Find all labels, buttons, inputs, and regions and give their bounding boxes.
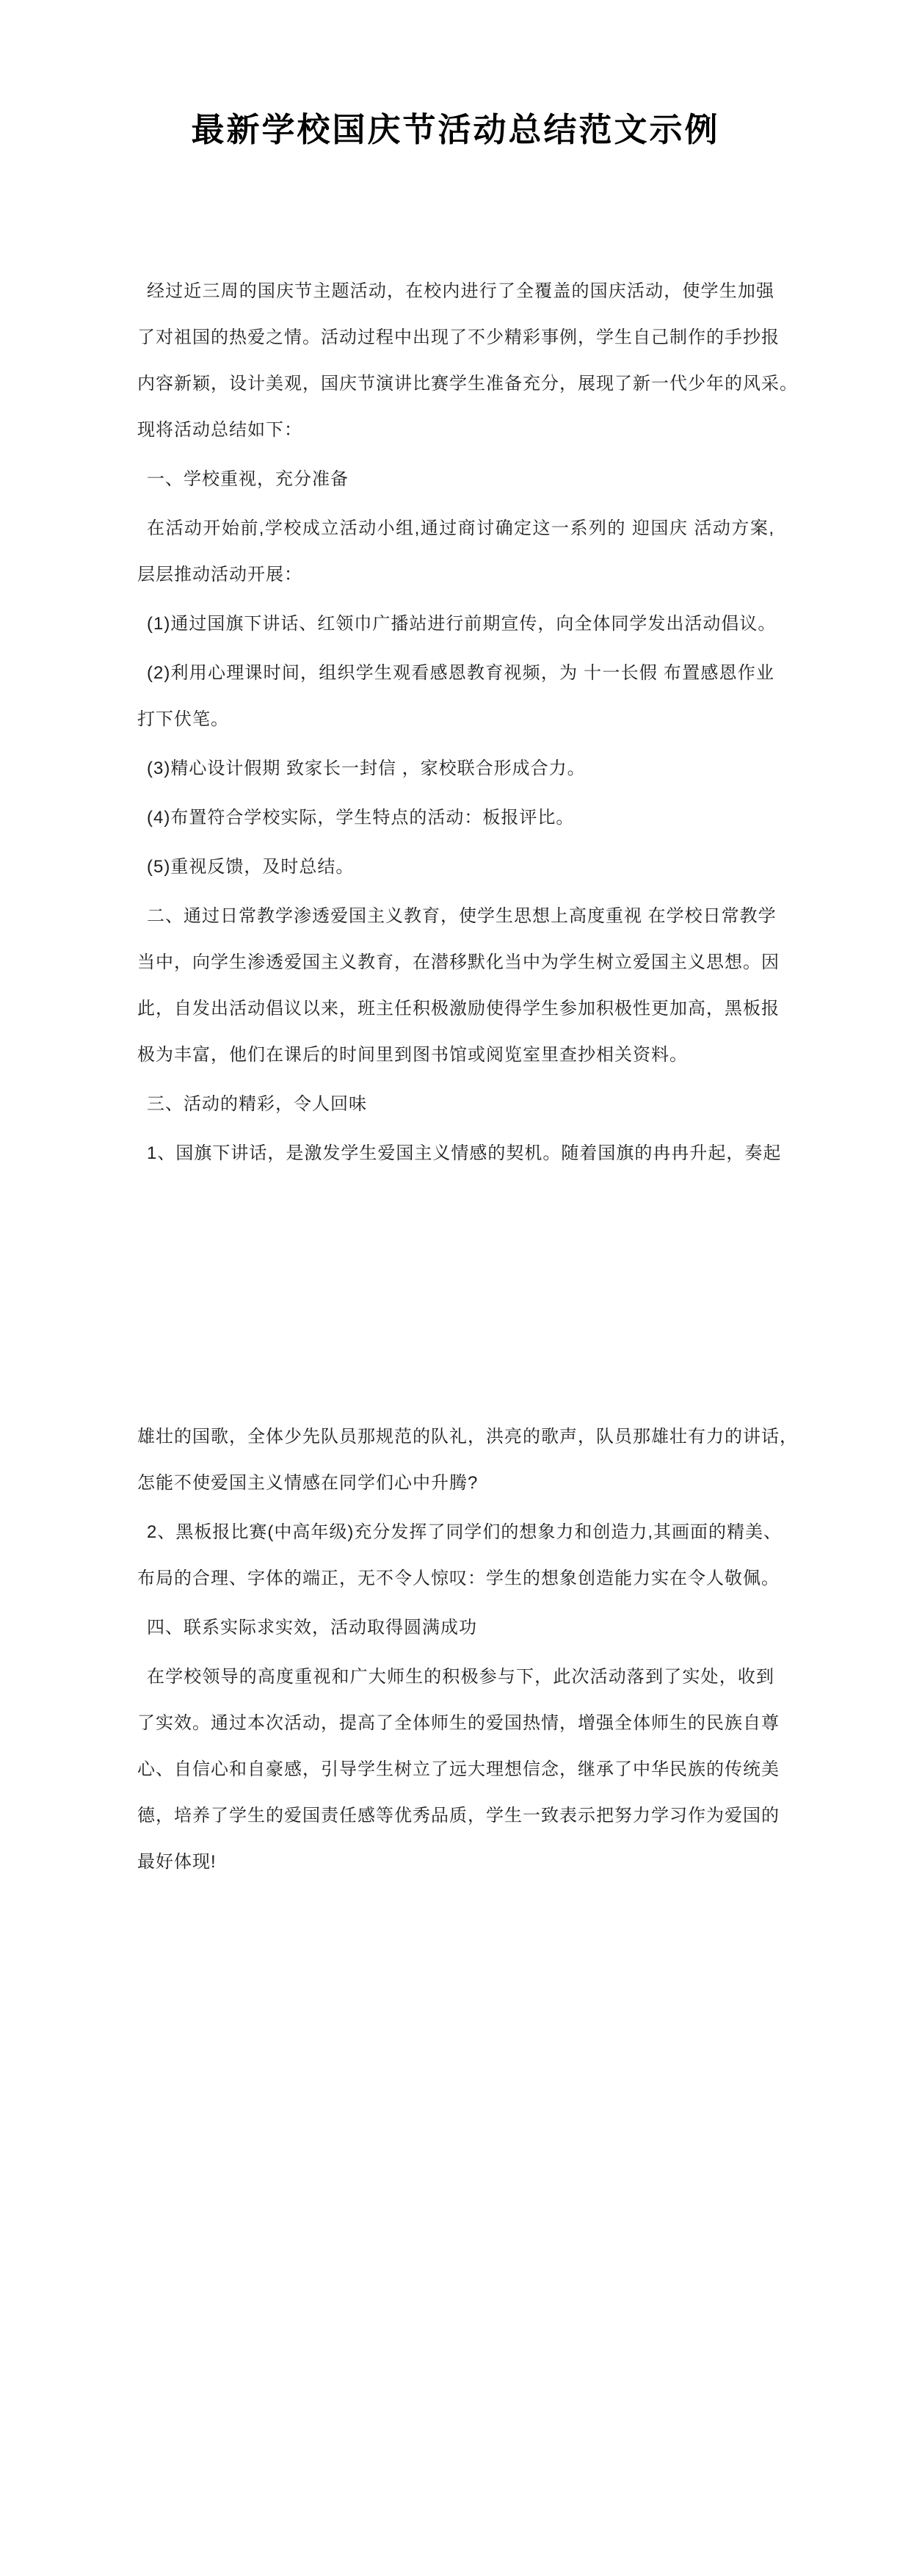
text-line: (2)利用心理课时间，组织学生观看感恩教育视频，为 十一长假 布置感恩作业: [147, 663, 774, 683]
text-line: 德，培养了学生的爱国责任感等优秀品质，学生一致表示把努力学习作为爱国的: [137, 1806, 780, 1826]
text-line: 2、黑板报比赛(中高年级)充分发挥了同学们的想象力和创造力,其画面的精美、: [147, 1522, 782, 1542]
text-line: (3)精心设计假期 致家长一封信 ，家校联合形成合力。: [147, 759, 586, 778]
text-line: 心、自信心和自豪感，引导学生树立了远大理想信念，继承了中华民族的传统美: [137, 1759, 780, 1779]
text-line: 1、国旗下讲话，是激发学生爱国主义情感的契机。随着国旗的冉冉升起，奏起: [147, 1143, 782, 1163]
text-line: 现将活动总结如下：: [137, 420, 302, 440]
text-line: 内容新颖，设计美观，国庆节演讲比赛学生准备充分，展现了新一代少年的风采。: [137, 374, 798, 394]
text-line: (5)重视反馈，及时总结。: [147, 857, 355, 877]
text-line: 在活动开始前,学校成立活动小组,通过商讨确定这一系列的 迎国庆 活动方案,: [147, 518, 774, 538]
text-line: 一、学校重视，充分准备: [147, 469, 349, 489]
text-line: (1)通过国旗下讲话、红领巾广播站进行前期宣传，向全体同学发出活动倡议。: [147, 614, 777, 634]
text-line: 怎能不使爱国主义情感在同学们心中升腾?: [137, 1473, 479, 1493]
text-line: 最好体现!: [137, 1852, 217, 1872]
text-line: 层层推动活动开展：: [137, 565, 302, 585]
text-line: 在学校领导的高度重视和广大师生的积极参与下，此次活动落到了实处，收到: [147, 1667, 774, 1687]
text-line: (4)布置符合学校实际，学生特点的活动：板报评比。: [147, 808, 575, 828]
page-2-text: [137, 1288, 798, 1885]
text-line: 布局的合理、字体的端正，无不令人惊叹：学生的想象创造能力实在令人敬佩。: [137, 1569, 780, 1588]
text-line: 经过近三周的国庆节主题活动，在校内进行了全覆盖的国庆活动，使学生加强: [147, 281, 774, 301]
text-line: 雄壮的国歌，全体少先队员那规范的队礼，洪亮的歌声，队员那雄壮有力的讲话，: [137, 1427, 798, 1447]
text-line: 极为丰富，他们在课后的时间里到图书馆或阅览室里查抄相关资料。: [137, 1045, 688, 1065]
page-title: 最新学校国庆节活动总结范文示例: [191, 112, 720, 148]
text-line: 三、活动的精彩，令人回味: [147, 1094, 367, 1114]
text-line: 二、通过日常教学渗透爱国主义教育，使学生思想上高度重视 在学校日常教学: [147, 906, 777, 926]
text-line: 此，自发出活动倡议以来，班主任积极激励使得学生参加积极性更加高，黑板报: [137, 999, 780, 1019]
text-line: 当中，向学生渗透爱国主义教育，在潜移默化当中为学生树立爱国主义思想。因: [137, 952, 780, 972]
page-2: [0, 1288, 911, 2576]
text-line: 四、联系实际求实效，活动取得圆满成功: [147, 1618, 477, 1638]
page-1-text: [137, 150, 798, 1176]
text-line: 了实效。通过本次活动，提高了全体师生的爱国热情，增强全体师生的民族自尊: [137, 1713, 780, 1733]
text-line: 了对祖国的热爱之情。活动过程中出现了不少精彩事例，学生自己制作的手抄报: [137, 328, 780, 347]
text-line: 打下伏笔。: [137, 709, 229, 729]
